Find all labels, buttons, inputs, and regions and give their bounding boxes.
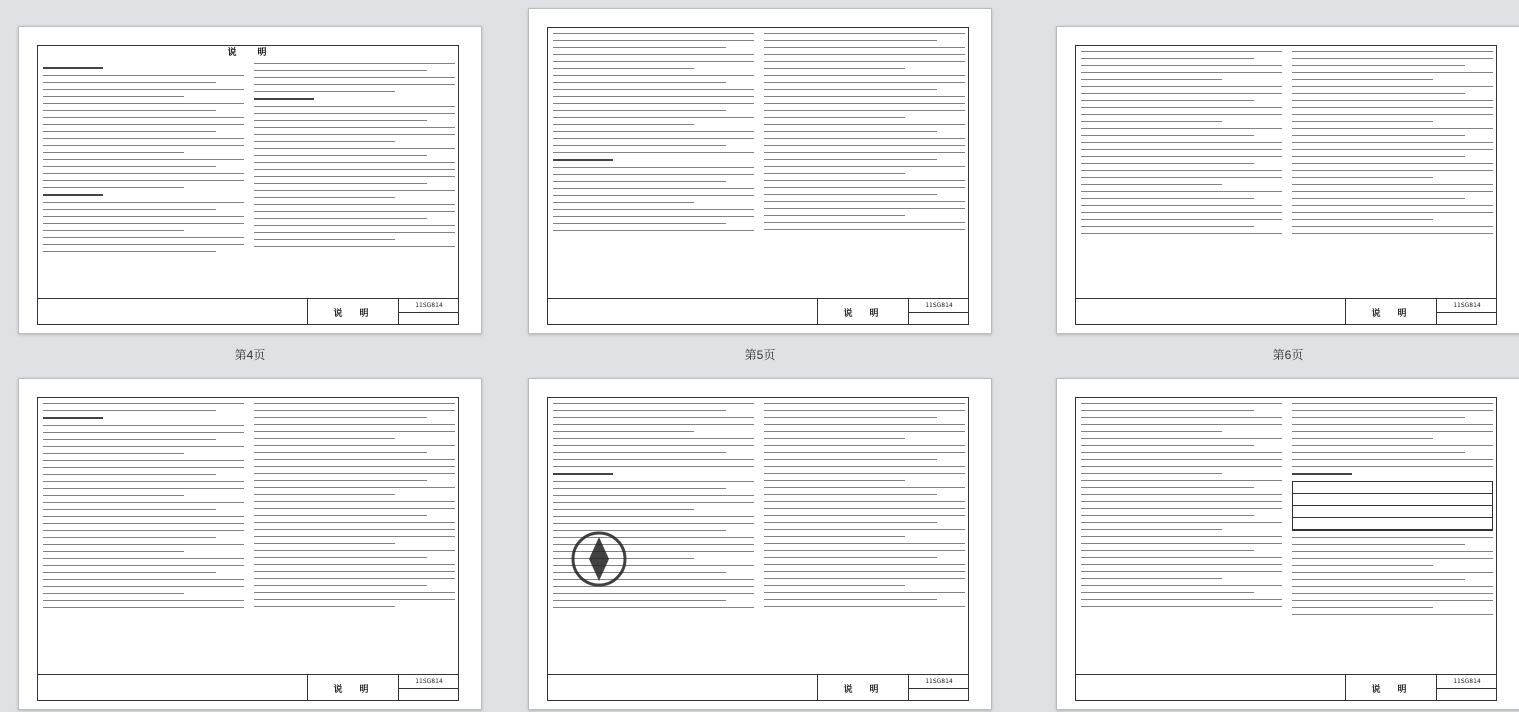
title-block-title: 说 明 — [1346, 299, 1437, 325]
figure-number: 11SG814 — [399, 675, 459, 689]
page-thumbnail[interactable] — [18, 26, 482, 334]
page-thumbnail[interactable] — [18, 378, 482, 710]
page-thumbnail[interactable] — [528, 378, 992, 710]
page-thumbnail[interactable] — [528, 8, 992, 334]
figure-number: 11SG814 — [1437, 675, 1497, 689]
data-table — [1292, 481, 1493, 531]
title-block-title: 说 明 — [308, 299, 399, 325]
figure-number: 11SG814 — [909, 299, 969, 313]
figure-number: 11SG814 — [909, 675, 969, 689]
watermark-stamp-icon — [569, 529, 629, 589]
page-heading: 说 明 — [227, 48, 273, 58]
page-label: 第5页 — [744, 348, 776, 362]
title-block — [547, 674, 969, 701]
figure-number: 11SG814 — [1437, 299, 1497, 313]
page-thumbnail[interactable] — [1056, 378, 1519, 710]
title-block — [37, 298, 459, 325]
title-block — [37, 674, 459, 701]
page-thumbnail[interactable] — [1056, 26, 1519, 334]
title-block — [1075, 674, 1497, 701]
title-block — [547, 298, 969, 325]
title-block-title: 说 明 — [818, 299, 909, 325]
title-block — [1075, 298, 1497, 325]
title-block-title: 说 明 — [308, 675, 399, 701]
figure-number: 11SG814 — [399, 299, 459, 313]
page-label: 第6页 — [1272, 348, 1304, 362]
page-label: 第4页 — [234, 348, 266, 362]
title-block-title: 说 明 — [1346, 675, 1437, 701]
title-block-title: 说 明 — [818, 675, 909, 701]
